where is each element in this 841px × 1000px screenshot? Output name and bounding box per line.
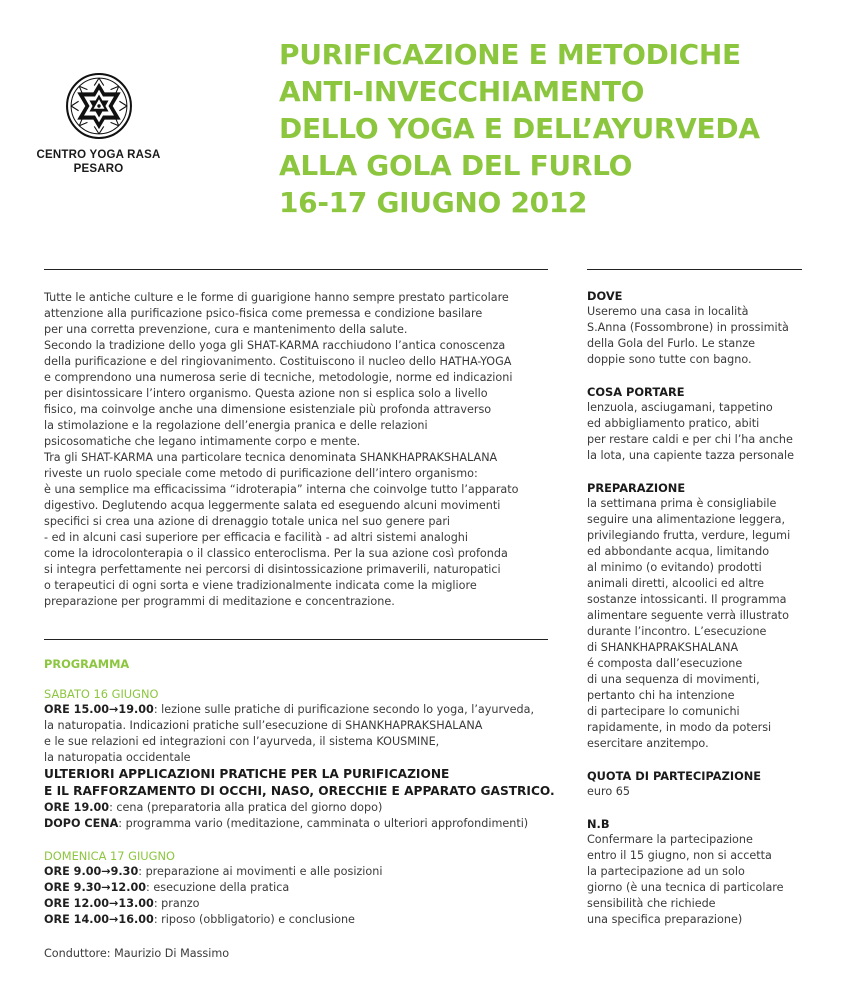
section-line: la partecipazione ad un solo: [587, 865, 745, 878]
slot-time: ORE 9.00→9.30: [44, 865, 139, 878]
intro-text: [44, 290, 564, 610]
section-line: giorno (è una tecnica di particolare: [587, 881, 784, 894]
intro-line: della purificazione e del ringiovanimento. Costituiscono il nucleo dello HATHA-YOGA: [44, 355, 512, 368]
info-sidebar: [587, 288, 817, 944]
divider-side-top: [587, 269, 802, 270]
slot-text: : pranzo: [153, 897, 200, 910]
org-name: CENTRO YOGA RASA: [36, 149, 161, 161]
saturday-after-dinner: [44, 816, 564, 832]
sri-yantra-icon: [65, 72, 133, 140]
section-line: di SHANKHAPRAKSHALANA: [587, 641, 739, 654]
slot-time: ORE 15.00→19.00: [44, 703, 154, 716]
section-nb: [587, 816, 817, 928]
slot-text: : esecuzione della pratica: [146, 881, 290, 894]
sunday-slot: [44, 864, 564, 880]
section-line: lenzuola, asciugamani, tappetino: [587, 401, 773, 414]
title-line: ALLA GOLA DEL FURLO: [279, 149, 633, 182]
title-line: DELLO YOGA E DELL’AYURVEDA: [279, 112, 760, 145]
section-line: ed abbigliamento pratico, abiti: [587, 417, 760, 430]
section-line: Confermare la partecipazione: [587, 833, 753, 846]
intro-line: riveste un ruolo speciale come metodo di purificazione dell’intero organismo:: [44, 467, 478, 480]
intro-line: o terapeutici di ogni sorta e viene tradizionalmente indicata come la migliore: [44, 579, 477, 592]
section-title: DOVE: [587, 289, 623, 303]
section-line: seguire una alimentazione leggera,: [587, 513, 786, 526]
divider-main-top: [44, 269, 548, 270]
section-line: euro 65: [587, 785, 630, 798]
intro-line: e comprendono una numerosa serie di tecniche, metodologie, norme ed indicazioni: [44, 371, 513, 384]
slot-time: ORE 19.00: [44, 801, 110, 814]
logo: [36, 72, 161, 176]
sunday-title: DOMENICA 17 GIUGNO: [44, 849, 175, 863]
section-line: doppie sono tutte con bagno.: [587, 353, 752, 366]
intro-line: si integra perfettamente nei percorsi di disintossicazione primaverili, naturopatici: [44, 563, 501, 576]
section-line: la settimana prima è consigliabile: [587, 497, 777, 510]
section-line: rapidamente, in modo da potersi: [587, 721, 772, 734]
section-line: privilegiando frutta, verdure, legumi: [587, 529, 791, 542]
section-line: di una sequenza di movimenti,: [587, 673, 760, 686]
section-dove: [587, 288, 817, 368]
intro-line: digestivo. Deglutendo acqua leggermente salata ed eseguendo alcuni movimenti: [44, 499, 501, 512]
intro-line: Tutte le antiche culture e le forme di guarigione hanno sempre prestato particolare: [44, 291, 509, 304]
intro-line: per disintossicare l’intero organismo. Questa azione non si esplica solo a livello: [44, 387, 488, 400]
saturday-slot-1-line: la naturopatia occidentale: [44, 751, 191, 764]
intro-line: specifici si crea una azione di drenaggio totale unica nel suo genere pari: [44, 515, 451, 528]
slot-text: : cena (preparatoria alla pratica del giorno dopo): [109, 801, 383, 814]
title-line: ANTI-INVECCHIAMENTO: [279, 75, 645, 108]
intro-line: la stimolazione e la regolazione dell’energia pranica e delle relazioni: [44, 419, 428, 432]
section-line: é composta dall’esecuzione: [587, 657, 743, 670]
org-city: PESARO: [73, 163, 124, 175]
title-line: 16-17 GIUGNO 2012: [279, 186, 588, 219]
intro-line: come la idrocolonterapia o il classico enteroclisma. Per la sua azione così profonda: [44, 547, 508, 560]
slot-text: : riposo (obbligatorio) e conclusione: [153, 913, 355, 926]
slot-time: ORE 9.30→12.00: [44, 881, 147, 894]
saturday-dinner: [44, 800, 564, 816]
highlight-line: ULTERIORI APPLICAZIONI PRATICHE PER LA PURIFICAZIONE: [44, 767, 450, 781]
section-line: sensibilità che richiede: [587, 897, 716, 910]
intro-line: - ed in alcuni casi superiore per efficacia e facilità - ad altri sistemi analoghi: [44, 531, 468, 544]
intro-line: fisico, ma coinvolge anche una dimensione esistenziale più profonda attraverso: [44, 403, 492, 416]
event-title: [279, 36, 839, 221]
section-line: della Gola del Furlo. Le stanze: [587, 337, 756, 350]
section-line: la lota, una capiente tazza personale: [587, 449, 795, 462]
section-line: ed abbondante acqua, limitando: [587, 545, 770, 558]
section-line: Useremo una casa in località: [587, 305, 749, 318]
sunday-slot: [44, 912, 564, 928]
intro-line: Secondo la tradizione dello yoga gli SHAT-KARMA racchiudono l’antica conoscenza: [44, 339, 506, 352]
sunday-slot: [44, 896, 564, 912]
section-line: esercitare anzitempo.: [587, 737, 709, 750]
section-line: durante l’incontro. L’esecuzione: [587, 625, 767, 638]
section-line: per restare caldi e per chi l’ha anche: [587, 433, 793, 446]
intro-line: preparazione per programmi di meditazione e concentrazione.: [44, 595, 395, 608]
section-preparazione: [587, 480, 817, 752]
section-line: animali diretti, alcoolici ed altre: [587, 577, 764, 590]
intro-line: psicosomatiche che legano intimamente corpo e mente.: [44, 435, 361, 448]
sunday-slot: [44, 880, 564, 896]
program-heading: PROGRAMMA: [44, 657, 130, 671]
title-line: PURIFICAZIONE E METODICHE: [279, 38, 741, 71]
slot-time: DOPO CENA: [44, 817, 119, 830]
conductor: Conduttore: Maurizio Di Massimo: [44, 947, 230, 960]
intro-line: attenzione alla purificazione psico-fisica come premessa e condizione basilare: [44, 307, 483, 320]
section-title: QUOTA DI PARTECIPAZIONE: [587, 769, 762, 783]
section-line: una specifica preparazione): [587, 913, 743, 926]
divider-main-middle: [44, 639, 548, 640]
section-title: N.B: [587, 817, 610, 831]
slot-text: : programma vario (meditazione, camminata o ulteriori approfondimenti): [118, 817, 529, 830]
slot-text: : lezione sulle pratiche di purificazione secondo lo yoga, l’ayurveda,: [153, 703, 535, 716]
section-line: S.Anna (Fossombrone) in prossimità: [587, 321, 789, 334]
intro-line: per una corretta prevenzione, cura e mantenimento della salute.: [44, 323, 408, 336]
saturday-slot-1: [44, 702, 564, 718]
section-line: di partecipare lo comunichi: [587, 705, 740, 718]
slot-text: : preparazione ai movimenti e alle posizioni: [138, 865, 383, 878]
saturday-slot-1-line: la naturopatia. Indicazioni pratiche sull’esecuzione di SHANKHAPRAKSHALANA: [44, 719, 483, 732]
saturday-title: SABATO 16 GIUGNO: [44, 687, 159, 701]
highlight-line: E IL RAFFORZAMENTO DI OCCHI, NASO, ORECCHIE E APPARATO GASTRICO.: [44, 784, 555, 798]
section-line: sostanze intossicanti. Il programma: [587, 593, 787, 606]
intro-line: è una semplice ma efficacissima “idroterapia” interna che coinvolge tutto l’apparato: [44, 483, 519, 496]
section-line: al minimo (o evitando) prodotti: [587, 561, 762, 574]
slot-time: ORE 12.00→13.00: [44, 897, 154, 910]
section-cosa-portare: [587, 384, 817, 464]
slot-time: ORE 14.00→16.00: [44, 913, 154, 926]
saturday-slot-1-line: e le sue relazioni ed integrazioni con l’ayurveda, il sistema KOUSMINE,: [44, 735, 440, 748]
section-line: alimentare seguente verrà illustrato: [587, 609, 789, 622]
section-quota: [587, 768, 817, 800]
section-title: PREPARAZIONE: [587, 481, 686, 495]
section-line: pertanto chi ha intenzione: [587, 689, 735, 702]
program-section: [44, 656, 564, 928]
intro-line: Tra gli SHAT-KARMA una particolare tecnica denominata SHANKHAPRAKSHALANA: [44, 451, 498, 464]
section-line: entro il 15 giugno, non si accetta: [587, 849, 772, 862]
section-title: COSA PORTARE: [587, 385, 685, 399]
